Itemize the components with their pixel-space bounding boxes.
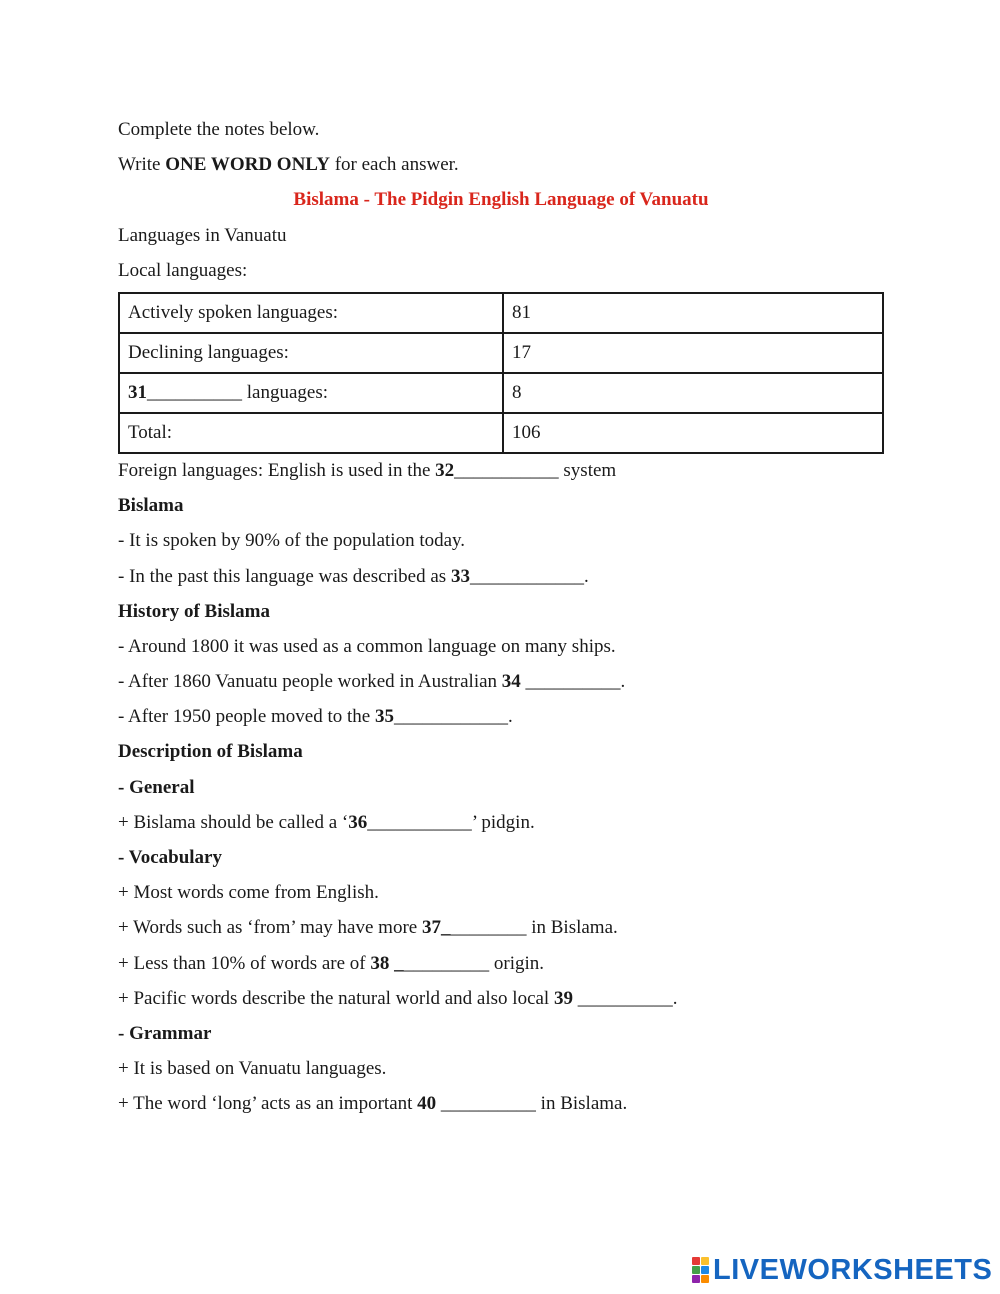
history-line-1: - Around 1800 it was used as a common language on many ships.	[118, 635, 616, 657]
history-heading-text: History of Bislama	[118, 600, 270, 622]
logo-block	[701, 1257, 709, 1265]
description-heading	[118, 738, 884, 773]
question-number: 40	[417, 1093, 437, 1115]
table-row	[119, 373, 883, 413]
liveworksheets-logo[interactable]	[692, 1253, 992, 1287]
grammar-line-1: + It is based on Vanuatu languages.	[118, 1058, 387, 1080]
table-label-cell	[119, 373, 503, 413]
answer-blank-35[interactable]: ____________.	[393, 706, 513, 728]
answer-blank-34[interactable]: __________.	[520, 671, 626, 693]
history-line-3	[118, 703, 884, 738]
answer-blank-32[interactable]: ___________ system	[454, 459, 617, 481]
vocabulary-line-3	[118, 950, 884, 985]
line-prefix: - In the past this language was described as	[118, 565, 451, 587]
table-label-cell: Total:	[119, 413, 503, 453]
vocabulary-line-1: + Most words come from English.	[118, 882, 379, 904]
grammar-line-2	[118, 1090, 884, 1125]
bislama-heading-text: Bislama	[118, 495, 184, 517]
line-prefix: - After 1860 Vanuatu people worked in Australian	[118, 671, 502, 693]
question-number: 33	[450, 565, 470, 587]
instruction-word-limit	[118, 151, 884, 186]
table-row	[119, 293, 883, 333]
answer-blank-38[interactable]: _________ origin.	[403, 952, 545, 974]
logo-block	[692, 1266, 700, 1274]
question-number: 32	[435, 459, 455, 481]
answer-blank-39[interactable]: __________.	[572, 987, 678, 1009]
question-number: 38 _	[370, 952, 404, 974]
foreign-languages-line	[118, 457, 884, 492]
answer-blank-40[interactable]: __________ in Bislama.	[436, 1093, 628, 1115]
line-prefix: + Bislama should be called a ‘	[118, 811, 349, 833]
question-number: 31	[128, 381, 147, 403]
local-languages-table	[118, 292, 884, 454]
worksheet	[118, 116, 884, 1126]
question-number: 34	[501, 671, 521, 693]
logo-block	[692, 1257, 700, 1265]
table-row	[119, 333, 883, 373]
answer-blank-36[interactable]: ___________’ pidgin.	[367, 811, 535, 833]
grammar-heading-text: - Grammar	[118, 1022, 212, 1044]
logo-text: LIVEWORKSHEETS	[713, 1253, 993, 1286]
history-heading	[118, 598, 884, 633]
answer-blank-37[interactable]: ________ in Bislama.	[450, 917, 618, 939]
table-value-cell: 17	[503, 333, 883, 373]
line-prefix: + Pacific words describe the natural world and also local	[118, 987, 554, 1009]
worksheet-title: Bislama - The Pidgin English Language of Vanuatu	[293, 189, 709, 211]
history-line-2	[118, 668, 884, 703]
table-label-cell: Actively spoken languages:	[119, 293, 503, 333]
logo-block	[701, 1266, 709, 1274]
foreign-prefix: Foreign languages: English is used in the	[118, 459, 436, 481]
vocabulary-line-4	[118, 985, 884, 1020]
vocabulary-line-2	[118, 914, 884, 949]
description-heading-text: Description of Bislama	[118, 741, 303, 763]
general-line	[118, 809, 884, 844]
line-prefix: + Less than 10% of words are of	[118, 952, 371, 974]
answer-blank-31[interactable]: __________ languages:	[147, 381, 329, 403]
instruction-prefix: Write	[118, 154, 166, 176]
question-number: 36	[348, 811, 368, 833]
table-row	[119, 413, 883, 453]
vocabulary-heading	[118, 844, 884, 879]
local-languages-heading: Local languages:	[118, 259, 248, 281]
question-number: 39	[553, 987, 573, 1009]
question-number: 35	[374, 706, 394, 728]
vocabulary-heading-text: - Vocabulary	[118, 847, 222, 868]
bislama-heading	[118, 492, 884, 527]
general-heading-text: - General	[118, 776, 195, 798]
table-value-cell: 81	[503, 293, 883, 333]
languages-heading: Languages in Vanuatu	[118, 224, 287, 246]
table-value-cell: 106	[503, 413, 883, 453]
instruction-complete-notes: Complete the notes below.	[118, 119, 320, 140]
line-prefix: + Words such as ‘from’ may have more	[118, 917, 422, 939]
word-limit-emphasis: ONE WORD ONLY	[165, 154, 330, 176]
logo-block	[701, 1275, 709, 1283]
answer-blank-33[interactable]: ____________.	[469, 565, 589, 587]
question-number: 37_	[421, 917, 451, 939]
grammar-heading	[118, 1020, 884, 1055]
instruction-suffix: for each answer.	[329, 154, 459, 176]
bislama-line-1: - It is spoken by 90% of the population today.	[118, 530, 466, 552]
table-label-cell: Declining languages:	[119, 333, 503, 373]
bislama-line-2	[118, 563, 884, 598]
logo-block	[692, 1275, 700, 1283]
logo-mark-icon	[692, 1257, 709, 1283]
table-value-cell: 8	[503, 373, 883, 413]
line-prefix: + The word ‘long’ acts as an important	[118, 1093, 418, 1115]
general-heading	[118, 774, 884, 809]
line-prefix: - After 1950 people moved to the	[118, 706, 375, 728]
